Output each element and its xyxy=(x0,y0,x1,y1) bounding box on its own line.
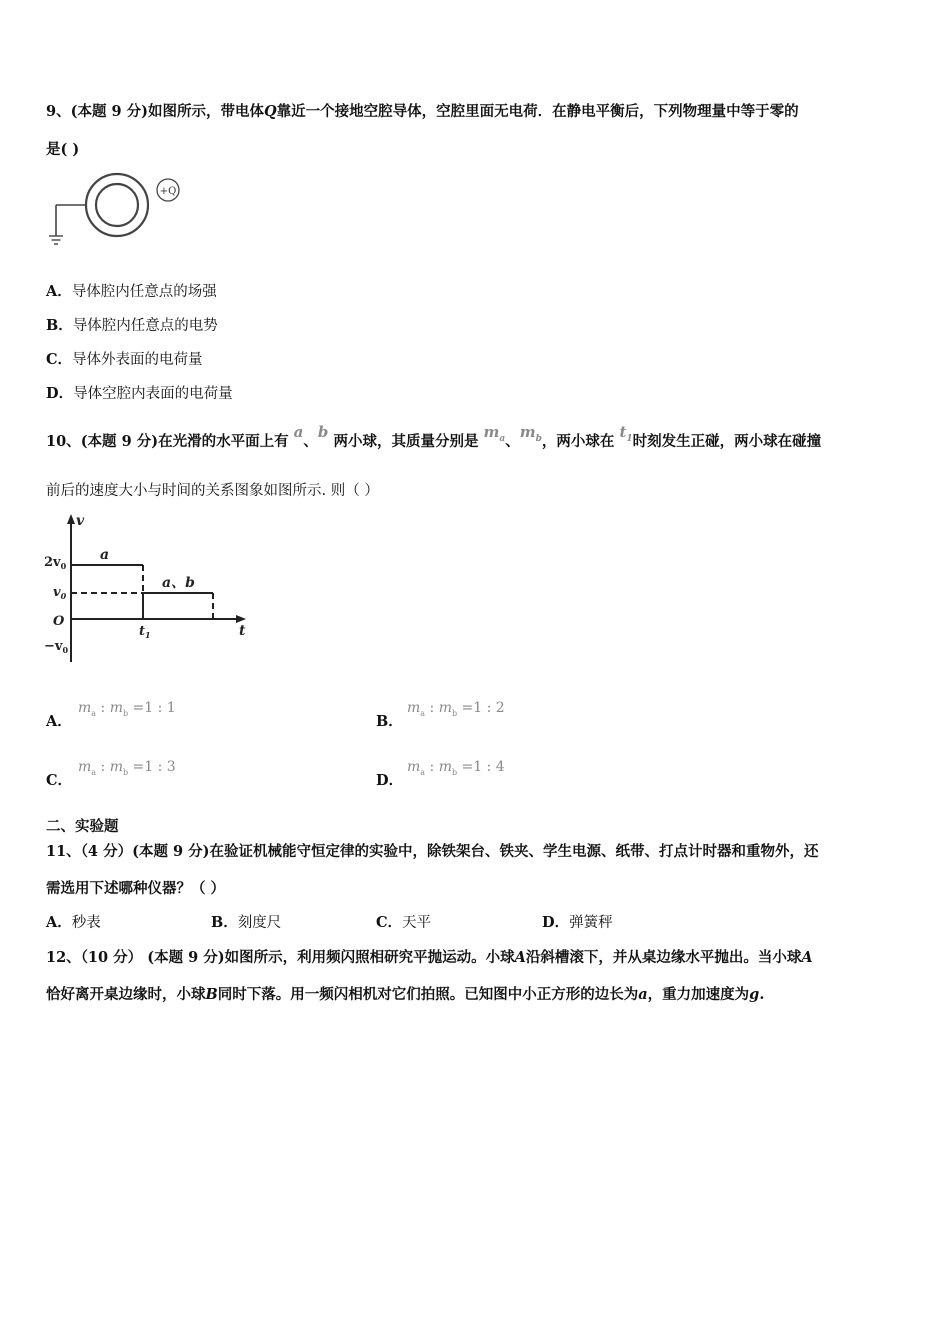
q10-vt-graph xyxy=(40,512,260,672)
q10-text-5: 前后的速度大小与时间的关系图象如图所示. 则（ ） xyxy=(46,483,379,499)
q12-line2 xyxy=(46,985,764,1005)
section-2-title: 二、实验题 xyxy=(46,818,119,835)
q12-text-5: ，重力加速度为 xyxy=(647,986,750,1003)
option-key: C． xyxy=(376,914,403,931)
option-key: B． xyxy=(46,317,73,334)
option-text: 刻度尺 xyxy=(237,915,282,931)
tick-v0: $v_0$ xyxy=(53,585,67,601)
q10-option-c-key: C． xyxy=(46,772,73,789)
q11-text: 在验证机械能守恒定律的实验中，除铁架台、铁夹、学生电源、纸带、打点计时器和重物外，还 xyxy=(209,843,819,860)
q9-text-2: 靠近一个接地空腔导体，空腔里面无电荷．在静电平衡后，下列物理量中等于零的 xyxy=(276,103,799,120)
q10-text-4: 时刻发生正碰，两小球在碰撞 xyxy=(632,433,822,450)
q12-var-a: a xyxy=(638,986,648,1003)
q9-line2 xyxy=(46,140,79,160)
q9-score: (本题 9 分) xyxy=(70,103,148,120)
option-key: C． xyxy=(46,351,73,368)
q10-option-b-key: B． xyxy=(376,713,403,730)
q10-line1 xyxy=(46,423,822,458)
q12-var-B: B xyxy=(205,986,218,1003)
q12-number: 12、 xyxy=(46,949,81,966)
q10-option-d-key: D． xyxy=(376,772,404,789)
q10-option-a-math: $m_a$ : $m_b =1$ : 1 xyxy=(78,700,176,718)
option-key: A． xyxy=(46,914,72,931)
q10-option-c-math: $m_a$ : $m_b =1$ : 3 xyxy=(78,759,176,777)
label-a: a xyxy=(100,547,110,563)
q12-text-2: 沿斜槽滚下，并从桌边缘水平抛出。当小球 xyxy=(525,949,802,966)
q10-var-t1: $t_1$ xyxy=(619,423,633,444)
q10-sep: 、 xyxy=(303,433,318,450)
q12-text-4: 同时下落。用一频闪相机对它们拍照。已知图中小正方形的边长为 xyxy=(217,986,639,1003)
option-text: 天平 xyxy=(402,915,432,931)
q11-option-d xyxy=(542,913,613,933)
q12-points: （10 分） xyxy=(80,949,143,966)
q10-var-ma: $m_a$ xyxy=(483,423,506,444)
v-axis-label: v xyxy=(76,513,85,529)
q10-option-d-math: $m_a$ : $m_b =1$ : 4 xyxy=(407,759,505,777)
q10-line2 xyxy=(46,481,379,501)
t-axis-label: t xyxy=(239,623,246,639)
q12-text-1: 如图所示，利用频闪照相研究平抛运动。小球 xyxy=(224,949,515,966)
option-key: B． xyxy=(211,914,238,931)
q10-var-a: a xyxy=(293,423,304,441)
q12-var-A2: A xyxy=(801,949,813,966)
option-text: 导体腔内任意点的场强 xyxy=(71,284,217,300)
q11-option-a xyxy=(46,913,101,933)
q9-bracket: ( ) xyxy=(60,141,80,158)
q10-var-b: b xyxy=(317,423,329,441)
q9-number: 9、 xyxy=(46,103,71,120)
q11-option-c xyxy=(376,913,431,933)
q9-option-a xyxy=(46,282,217,302)
q11-score: (本题 9 分) xyxy=(132,843,210,860)
q10-text-1: 在光滑的水平面上有 xyxy=(158,433,289,450)
q11-number: 11、 xyxy=(46,843,81,860)
option-key: D． xyxy=(542,914,570,931)
option-text: 导体空腔内表面的电荷量 xyxy=(73,386,233,402)
q10-score: (本题 9 分) xyxy=(80,433,159,450)
q12-var-g: g xyxy=(749,986,760,1003)
q10-option-b-math: $m_a$ : $m_b =1$ : 2 xyxy=(407,700,505,718)
q9-option-b xyxy=(46,316,218,336)
q10-sep-2: 、 xyxy=(505,433,520,450)
q12-var-A: A xyxy=(514,949,526,966)
tick-origin: O xyxy=(53,614,65,629)
tick-2v0: $2v_0$ xyxy=(44,555,67,571)
label-ab: a、b xyxy=(162,575,195,591)
option-text: 导体外表面的电荷量 xyxy=(72,352,203,368)
tick-neg-v0: $-v_0$ xyxy=(44,639,69,655)
option-key: A． xyxy=(46,283,72,300)
q9-line1 xyxy=(46,102,799,122)
q9-option-d xyxy=(46,384,233,404)
q12-text-3: 恰好离开桌边缘时，小球 xyxy=(46,986,206,1003)
q12-line1 xyxy=(46,948,813,968)
q9-text-1: 如图所示，带电体 xyxy=(148,103,264,120)
option-text: 秒表 xyxy=(71,915,101,931)
q10-text-2: 两小球，其质量分别是 xyxy=(333,433,479,450)
q9-var-Q: Q xyxy=(264,103,277,120)
q10-option-a-key: A． xyxy=(46,713,72,730)
ground-icon xyxy=(49,236,63,244)
conductor-inner-circle xyxy=(96,184,138,226)
q9-figure-conductor xyxy=(46,170,196,252)
option-key: D． xyxy=(46,385,74,402)
q10-var-mb: $m_b$ xyxy=(519,423,542,444)
q11-line2: 需选用下述哪种仪器？（ ） xyxy=(46,880,226,897)
charge-q-label: +Q xyxy=(159,186,177,197)
q9-text-3: 是 xyxy=(46,141,61,158)
tick-t1: $t_1$ xyxy=(139,624,151,640)
option-text: 弹簧秤 xyxy=(569,915,613,931)
t-axis-arrow xyxy=(236,615,246,623)
q10-number: 10、 xyxy=(46,433,81,450)
q11-points: （4 分） xyxy=(80,843,133,860)
q12-score: (本题 9 分) xyxy=(147,949,225,966)
q11-option-b xyxy=(211,913,281,933)
q12-text-6: . xyxy=(759,986,765,1003)
q9-option-c xyxy=(46,350,203,370)
option-text: 导体腔内任意点的电势 xyxy=(72,318,218,334)
q10-text-3: ，两小球在 xyxy=(541,433,615,450)
v-axis-arrow xyxy=(67,514,75,524)
q11-line1 xyxy=(46,842,818,862)
